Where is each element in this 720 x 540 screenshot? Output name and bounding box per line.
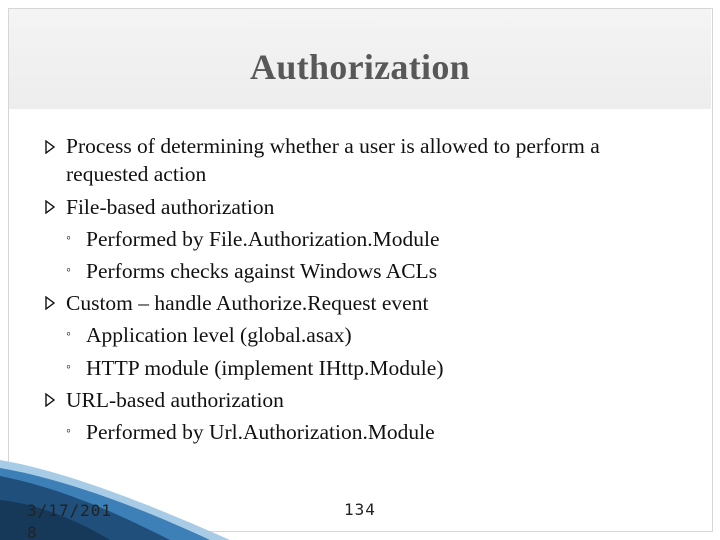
sub-bullet-text: Performs checks against Windows ACLs: [86, 259, 438, 283]
footer-page-number: 134: [344, 500, 376, 519]
sub-bullet-icon: ◦: [66, 231, 71, 246]
sub-bullet-icon: ◦: [66, 424, 71, 439]
sub-bullet-icon: ◦: [66, 263, 71, 278]
bullet-text: Custom – handle Authorize.Request event: [66, 291, 429, 315]
bullet-text-continuation: requested action: [66, 162, 207, 186]
slide-title: Authorization: [250, 47, 470, 87]
arrow-bullet-icon: [45, 393, 54, 405]
arrow-bullet-icon: [45, 200, 54, 212]
sub-bullet-text: HTTP module (implement IHttp.Module): [86, 356, 444, 380]
sub-bullet-icon: ◦: [66, 327, 71, 342]
sub-bullet-text: Application level (global.asax): [86, 323, 352, 347]
bullet-text: Process of determining whether a user is allowed to perform a: [66, 134, 600, 158]
footer-date: 3/17/2018: [27, 501, 113, 540]
arrow-bullet-icon: [45, 140, 54, 152]
arrow-bullet-icon: [45, 296, 54, 308]
sub-bullet-icon: ◦: [66, 360, 71, 375]
sub-bullet-text: Performed by File.Authorization.Module: [86, 227, 440, 251]
bullet-text: File-based authorization: [66, 195, 275, 219]
sub-bullet-text: Performed by Url.Authorization.Module: [86, 420, 435, 444]
bullet-text: URL-based authorization: [66, 388, 284, 412]
